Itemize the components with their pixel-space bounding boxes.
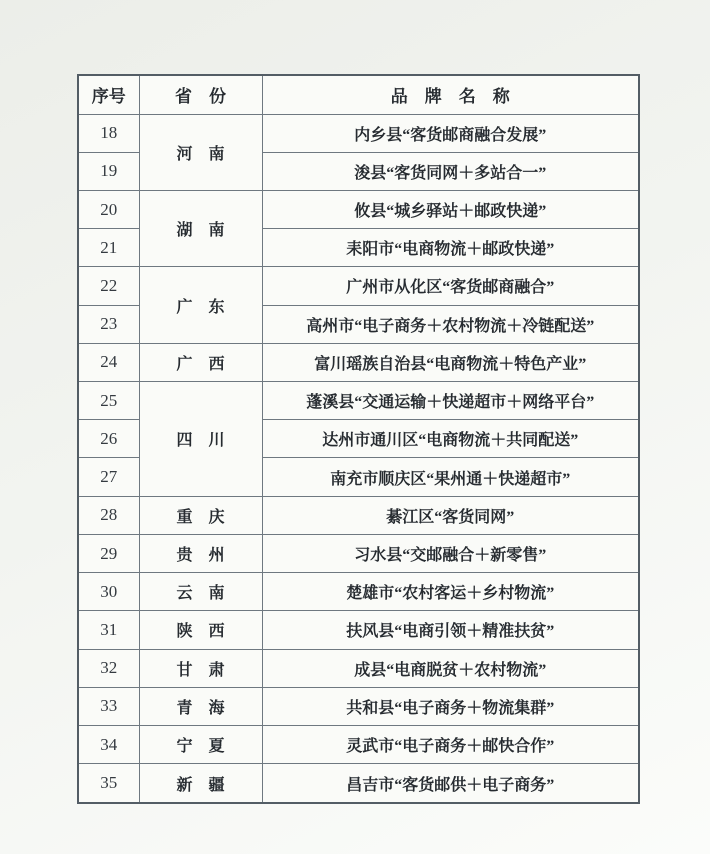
table-row	[78, 496, 639, 534]
table-row	[78, 573, 639, 611]
brand-cell: 楚雄市“农村客运＋乡村物流”	[262, 573, 639, 611]
brand-cell: 富川瑶族自治县“电商物流＋特色产业”	[262, 343, 639, 381]
serial-number: 19	[78, 152, 139, 190]
brand-cell: 南充市顺庆区“果州通＋快递超市”	[262, 458, 639, 496]
brand-cell: 高州市“电子商务＋农村物流＋冷链配送”	[262, 305, 639, 343]
serial-number: 27	[78, 458, 139, 496]
serial-number: 25	[78, 382, 139, 420]
brand-cell: 浚县“客货同网＋多站合一”	[262, 152, 639, 190]
serial-number: 32	[78, 649, 139, 687]
serial-number: 33	[78, 687, 139, 725]
table-row	[78, 382, 639, 420]
table-row	[78, 190, 639, 228]
brand-name-table	[77, 74, 640, 804]
brand-cell: 灵武市“电子商务＋邮快合作”	[262, 726, 639, 764]
table-row	[78, 534, 639, 572]
brand-cell: 耒阳市“电商物流＋邮政快递”	[262, 229, 639, 267]
serial-number: 29	[78, 534, 139, 572]
brand-cell: 攸县“城乡驿站＋邮政快递”	[262, 190, 639, 228]
table-row	[78, 764, 639, 803]
table-row	[78, 649, 639, 687]
table-row	[78, 267, 639, 305]
serial-number: 31	[78, 611, 139, 649]
table-row	[78, 726, 639, 764]
province-cell: 四 川	[139, 382, 262, 497]
table-row	[78, 343, 639, 381]
serial-number: 24	[78, 343, 139, 381]
brand-cell: 成县“电商脱贫＋农村物流”	[262, 649, 639, 687]
province-cell: 贵 州	[139, 534, 262, 572]
brand-cell: 达州市通川区“电商物流＋共同配送”	[262, 420, 639, 458]
table-row	[78, 114, 639, 152]
serial-number: 23	[78, 305, 139, 343]
brand-cell: 綦江区“客货同网”	[262, 496, 639, 534]
brand-cell: 广州市从化区“客货邮商融合”	[262, 267, 639, 305]
province-cell: 广 西	[139, 343, 262, 381]
province-cell: 重 庆	[139, 496, 262, 534]
table-row	[78, 687, 639, 725]
province-cell: 青 海	[139, 687, 262, 725]
serial-number: 34	[78, 726, 139, 764]
serial-number: 18	[78, 114, 139, 152]
serial-number: 21	[78, 229, 139, 267]
brand-cell: 扶风县“电商引领＋精准扶贫”	[262, 611, 639, 649]
province-cell: 湖 南	[139, 190, 262, 266]
serial-number: 22	[78, 267, 139, 305]
table-row	[78, 611, 639, 649]
province-cell: 宁 夏	[139, 726, 262, 764]
brand-cell: 内乡县“客货邮商融合发展”	[262, 114, 639, 152]
province-cell: 新 疆	[139, 764, 262, 803]
brand-cell: 共和县“电子商务＋物流集群”	[262, 687, 639, 725]
table-header-row	[78, 75, 639, 114]
brand-cell: 习水县“交邮融合＋新零售”	[262, 534, 639, 572]
province-cell: 广 东	[139, 267, 262, 343]
serial-number: 28	[78, 496, 139, 534]
brand-cell: 昌吉市“客货邮供＋电子商务”	[262, 764, 639, 803]
province-cell: 甘 肃	[139, 649, 262, 687]
brand-cell: 蓬溪县“交通运输＋快递超市＋网络平台”	[262, 382, 639, 420]
serial-number: 35	[78, 764, 139, 803]
header-brand-name: 品 牌 名 称	[262, 75, 639, 114]
serial-number: 20	[78, 190, 139, 228]
province-cell: 陕 西	[139, 611, 262, 649]
serial-number: 26	[78, 420, 139, 458]
serial-number: 30	[78, 573, 139, 611]
province-cell: 云 南	[139, 573, 262, 611]
header-province: 省 份	[139, 75, 262, 114]
header-serial-number: 序号	[78, 75, 139, 114]
province-cell: 河 南	[139, 114, 262, 190]
